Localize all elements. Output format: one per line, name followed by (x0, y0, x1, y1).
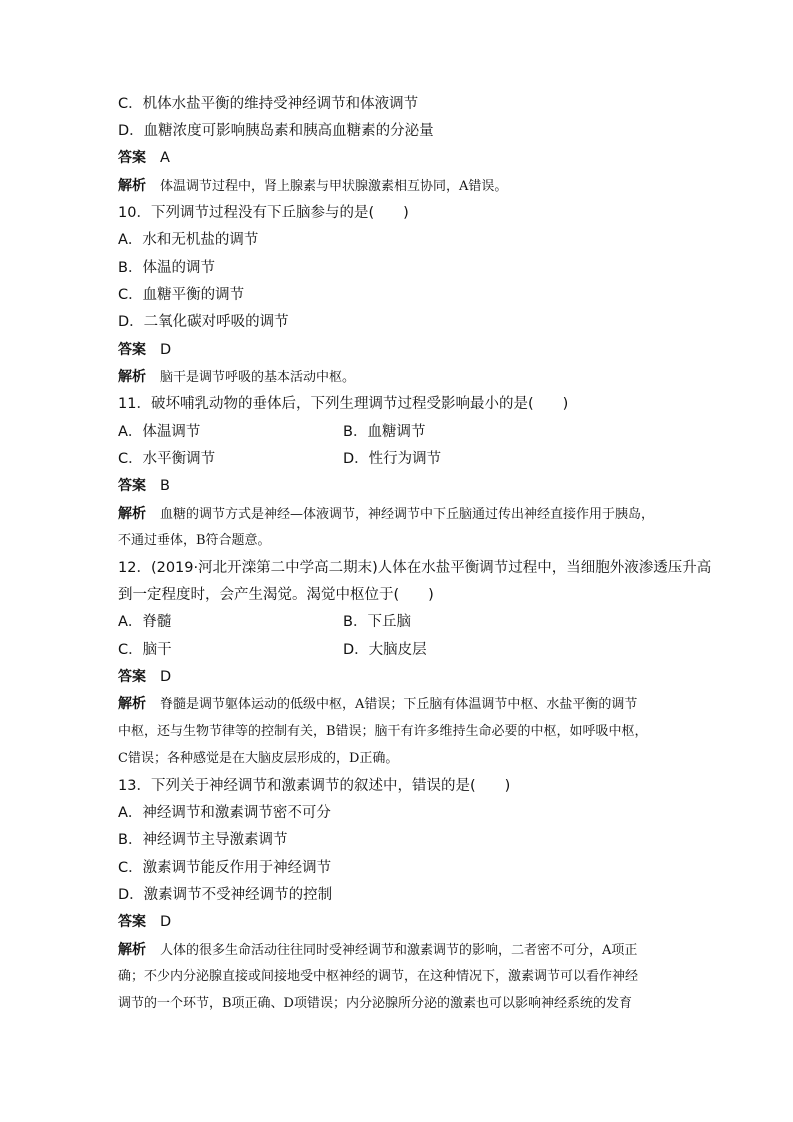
q11-answer (118, 476, 170, 496)
q12-answer (118, 667, 171, 687)
q13-explanation-cont2: 调节的一个环节，B项正确、D项错误；内分泌腺所分泌的激素也可以影响神经系统的发育 (118, 996, 632, 1011)
explanation-label: 解析 (118, 369, 146, 385)
q12-explanation-cont2: C错误；各种感觉是在大脑皮层形成的，D正确。 (118, 751, 399, 766)
explanation-text: 脑干是调节呼吸的基本活动中枢。 (160, 370, 356, 385)
answer-label: 答案 (118, 342, 146, 358)
explanation-text: 人体的很多生命活动往往同时受神经调节和激素调节的影响，二者密不可分，A项正 (160, 943, 638, 958)
q13-option-d: D．激素调节不受神经调节的控制 (118, 887, 333, 903)
q10-answer (118, 340, 171, 360)
q13-explanation (118, 940, 637, 961)
q12-options-row1 (118, 612, 678, 632)
explanation-label: 解析 (118, 696, 146, 712)
q9-answer (118, 148, 170, 168)
q12-option-c: C．脑干 (118, 642, 172, 658)
explanation-label: 解析 (118, 506, 146, 522)
answer-value: D (160, 669, 172, 685)
explanation-text: 脊髓是调节躯体运动的低级中枢，A错误；下丘脑有体温调节中枢、水盐平衡的调节 (160, 697, 638, 712)
answer-label: 答案 (118, 669, 146, 685)
answer-label: 答案 (118, 478, 146, 494)
q11-option-d: D．性行为调节 (343, 451, 442, 467)
answer-value: A (160, 150, 170, 166)
q11-option-a: A．体温调节 (118, 424, 201, 440)
q10-option-a: A．水和无机盐的调节 (118, 232, 259, 248)
explanation-label: 解析 (118, 178, 146, 194)
explanation-text: 血糖的调节方式是神经—体液调节，神经调节中下丘脑通过传出神经直接作用于胰岛， (160, 507, 655, 522)
q13-option-a: A．神经调节和激素调节密不可分 (118, 805, 331, 821)
q13-option-b: B．神经调节主导激素调节 (118, 832, 288, 848)
answer-label: 答案 (118, 914, 146, 930)
q11-question: 11．破坏哺乳动物的垂体后，下列生理调节过程受影响最小的是( ) (118, 396, 569, 412)
q13-question: 13．下列关于神经调节和激素调节的叙述中，错误的是( ) (118, 778, 511, 794)
q12-option-b: B．下丘脑 (343, 614, 411, 630)
explanation-label: 解析 (118, 942, 146, 958)
answer-value: D (160, 342, 172, 358)
q12-options-row2 (118, 640, 678, 660)
answer-value: B (160, 478, 170, 494)
q10-question: 10．下列调节过程没有下丘脑参与的是( ) (118, 205, 409, 221)
answer-value: D (160, 914, 172, 930)
q10-option-d: D．二氧化碳对呼吸的调节 (118, 314, 289, 330)
q11-option-c: C．水平衡调节 (118, 451, 216, 467)
q11-explanation (118, 504, 654, 525)
q11-options-row2 (118, 449, 678, 469)
q10-explanation (118, 367, 355, 388)
explanation-text: 体温调节过程中，肾上腺素与甲状腺激素相互协同，A错误。 (160, 179, 508, 194)
q9-explanation (118, 176, 507, 197)
q12-option-d: D．大脑皮层 (343, 642, 427, 658)
q13-option-c: C．激素调节能反作用于神经调节 (118, 860, 332, 876)
answer-label: 答案 (118, 150, 146, 166)
q12-question-cont: 到一定程度时，会产生渴觉。渴觉中枢位于( ) (118, 587, 434, 603)
q9-option-d: D．血糖浓度可影响胰岛素和胰高血糖素的分泌量 (118, 123, 434, 139)
q10-option-b: B．体温的调节 (118, 260, 215, 276)
q12-question: 12．(2019·河北开滦第二中学高二期末)人体在水盐平衡调节过程中，当细胞外液渗透压升高 (118, 560, 712, 576)
q13-answer (118, 912, 171, 932)
q11-explanation-cont: 不通过垂体，B符合题意。 (118, 533, 271, 548)
q12-option-a: A．脊髓 (118, 614, 172, 630)
q9-option-c: C．机体水盐平衡的维持受神经调节和体液调节 (118, 96, 419, 112)
q13-explanation-cont1: 确；不少内分泌腺直接或间接地受中枢神经的调节，在这种情况下，激素调节可以看作神经 (118, 969, 639, 984)
q12-explanation-cont1: 中枢，还与生物节律等的控制有关，B错误；脑干有许多维持生命必要的中枢，如呼吸中枢， (118, 724, 648, 739)
q12-explanation (118, 694, 637, 715)
q11-option-b: B．血糖调节 (343, 424, 426, 440)
q11-options-row1 (118, 422, 678, 442)
q10-option-c: C．血糖平衡的调节 (118, 287, 245, 303)
